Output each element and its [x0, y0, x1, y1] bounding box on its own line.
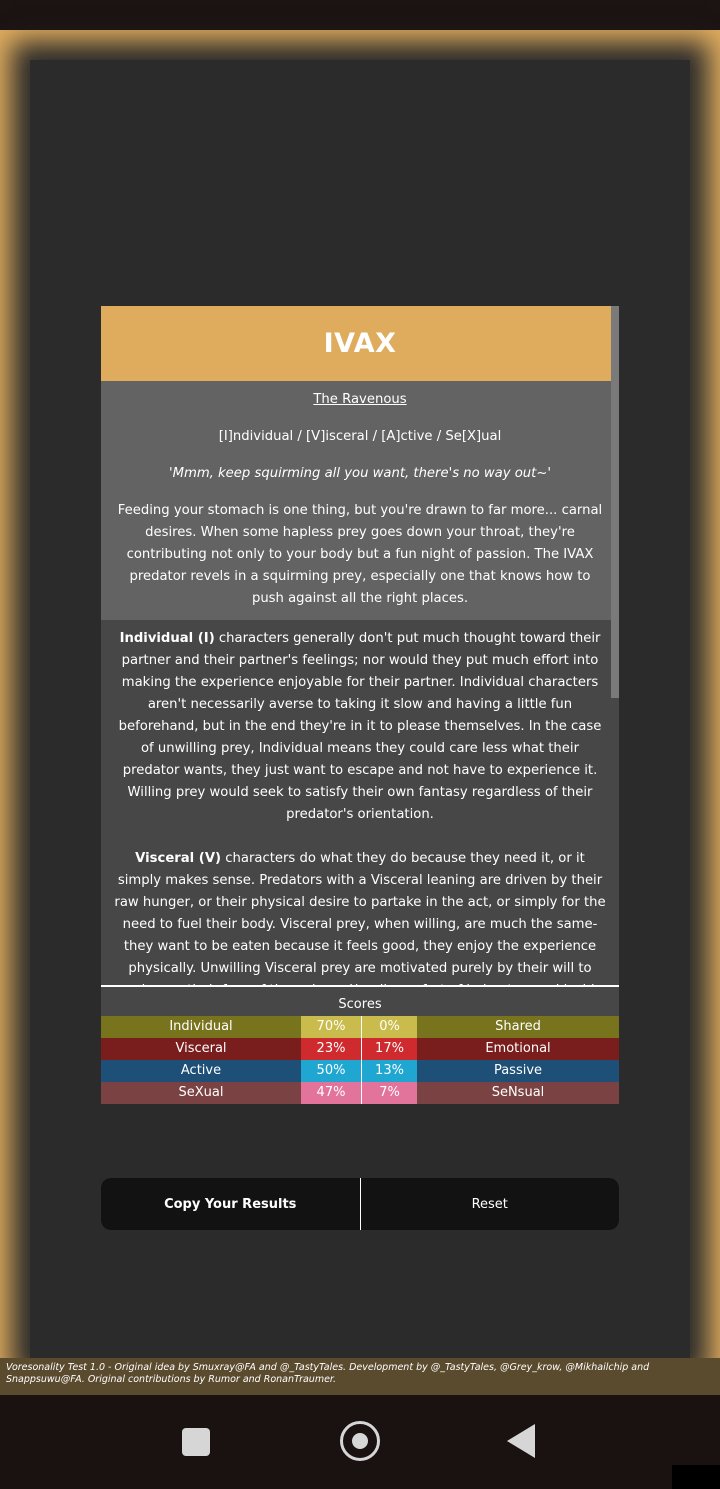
- recents-square-icon[interactable]: [182, 1428, 210, 1456]
- detail-individual: [113, 628, 607, 826]
- card-scrollbar[interactable]: [611, 306, 619, 698]
- detail-text: characters generally don't put much thought toward their partner and their partner's feelings; nor would they put much effort into making the experience enjoyable for their partner. Individual characters aren't necessarily averse to taking it slow and having a little fun beforehand, but in the end they're in it to please themselves. In the case of unwilling prey, Individual means they could care less what their predator wants, they just want to escape and not have to experience it. Willing prey would seek to satisfy their own fantasy regardless of their predator's orientation.: [118, 631, 602, 822]
- result-summary: [101, 381, 619, 620]
- score-left-label: Active: [101, 1060, 301, 1082]
- corner-block: [672, 1465, 720, 1489]
- scores-title: Scores: [338, 997, 382, 1012]
- status-bar: [0, 0, 720, 30]
- detail-text: characters do what they do because they need it, or it simply makes sense. Predators with a Visceral leaning are driven by their raw hunger, or their physical desire to partake in the act, or simply for the need to fuel their body. Visceral prey, when willing, are much the same- they want to be eaten because it feels good, they enjoy the experience physically. Unwilling Visceral prey are motivated purely by their will to: [114, 851, 606, 976]
- score-row-sexual: [101, 1082, 619, 1104]
- score-right-label: Passive: [417, 1060, 619, 1082]
- result-nickname: The Ravenous: [313, 392, 407, 407]
- result-tagline: 'Mmm, keep squirming all you want, there's no way out~': [168, 466, 552, 481]
- copy-results-button[interactable]: Copy Your Results: [101, 1178, 361, 1230]
- score-left-value: 70%: [301, 1016, 361, 1038]
- detail-term: Individual (I): [119, 631, 215, 646]
- score-left-label: SeXual: [101, 1082, 301, 1104]
- score-right-value: 7%: [361, 1082, 417, 1104]
- reset-button[interactable]: Reset: [471, 1196, 508, 1212]
- home-circle-icon[interactable]: [340, 1421, 380, 1461]
- detail-term: Visceral (V): [135, 851, 222, 866]
- result-code-title: IVAX: [101, 306, 619, 381]
- score-row-visceral: [101, 1038, 619, 1060]
- result-axes-line: [I]ndividual / [V]isceral / [A]ctive / Se[X]ual: [218, 429, 502, 444]
- score-row-individual: [101, 1016, 619, 1038]
- result-card[interactable]: [101, 306, 619, 986]
- score-left-value: 47%: [301, 1082, 361, 1104]
- axis-details: [101, 620, 619, 1002]
- bottom-strip: [0, 1481, 720, 1489]
- score-right-value: 13%: [361, 1060, 417, 1082]
- score-row-active: [101, 1060, 619, 1082]
- score-right-label: Emotional: [417, 1038, 619, 1060]
- detail-visceral: [113, 848, 607, 1002]
- score-left-label: Visceral: [101, 1038, 301, 1060]
- scores-table: [101, 987, 619, 1104]
- score-right-label: Shared: [417, 1016, 619, 1038]
- score-right-label: SeNsual: [417, 1082, 619, 1104]
- score-left-label: Individual: [101, 1016, 301, 1038]
- credits-footer: Voresonality Test 1.0 - Original idea by Smuxray@FA and @_TastyTales. Development by @_TastyTales, @Grey_krow, @Mikhailchip and Snappsuwu@FA. Original contributions by Rumor and RonanTraumer.: [0, 1358, 720, 1395]
- result-description: Feeding your stomach is one thing, but you're drawn to far more... carnal desires. When some hapless prey goes down your throat, they're contributing not only to your body but a fun night of passion. The IVAX predator revels in a squirming prey, especially one that knows how to push against all the right places.: [117, 503, 603, 606]
- score-left-value: 23%: [301, 1038, 361, 1060]
- score-right-value: 0%: [361, 1016, 417, 1038]
- back-triangle-icon[interactable]: [507, 1424, 535, 1458]
- home-dot: [352, 1433, 368, 1449]
- score-right-value: 17%: [361, 1038, 417, 1060]
- score-left-value: 50%: [301, 1060, 361, 1082]
- action-buttons: [101, 1178, 619, 1230]
